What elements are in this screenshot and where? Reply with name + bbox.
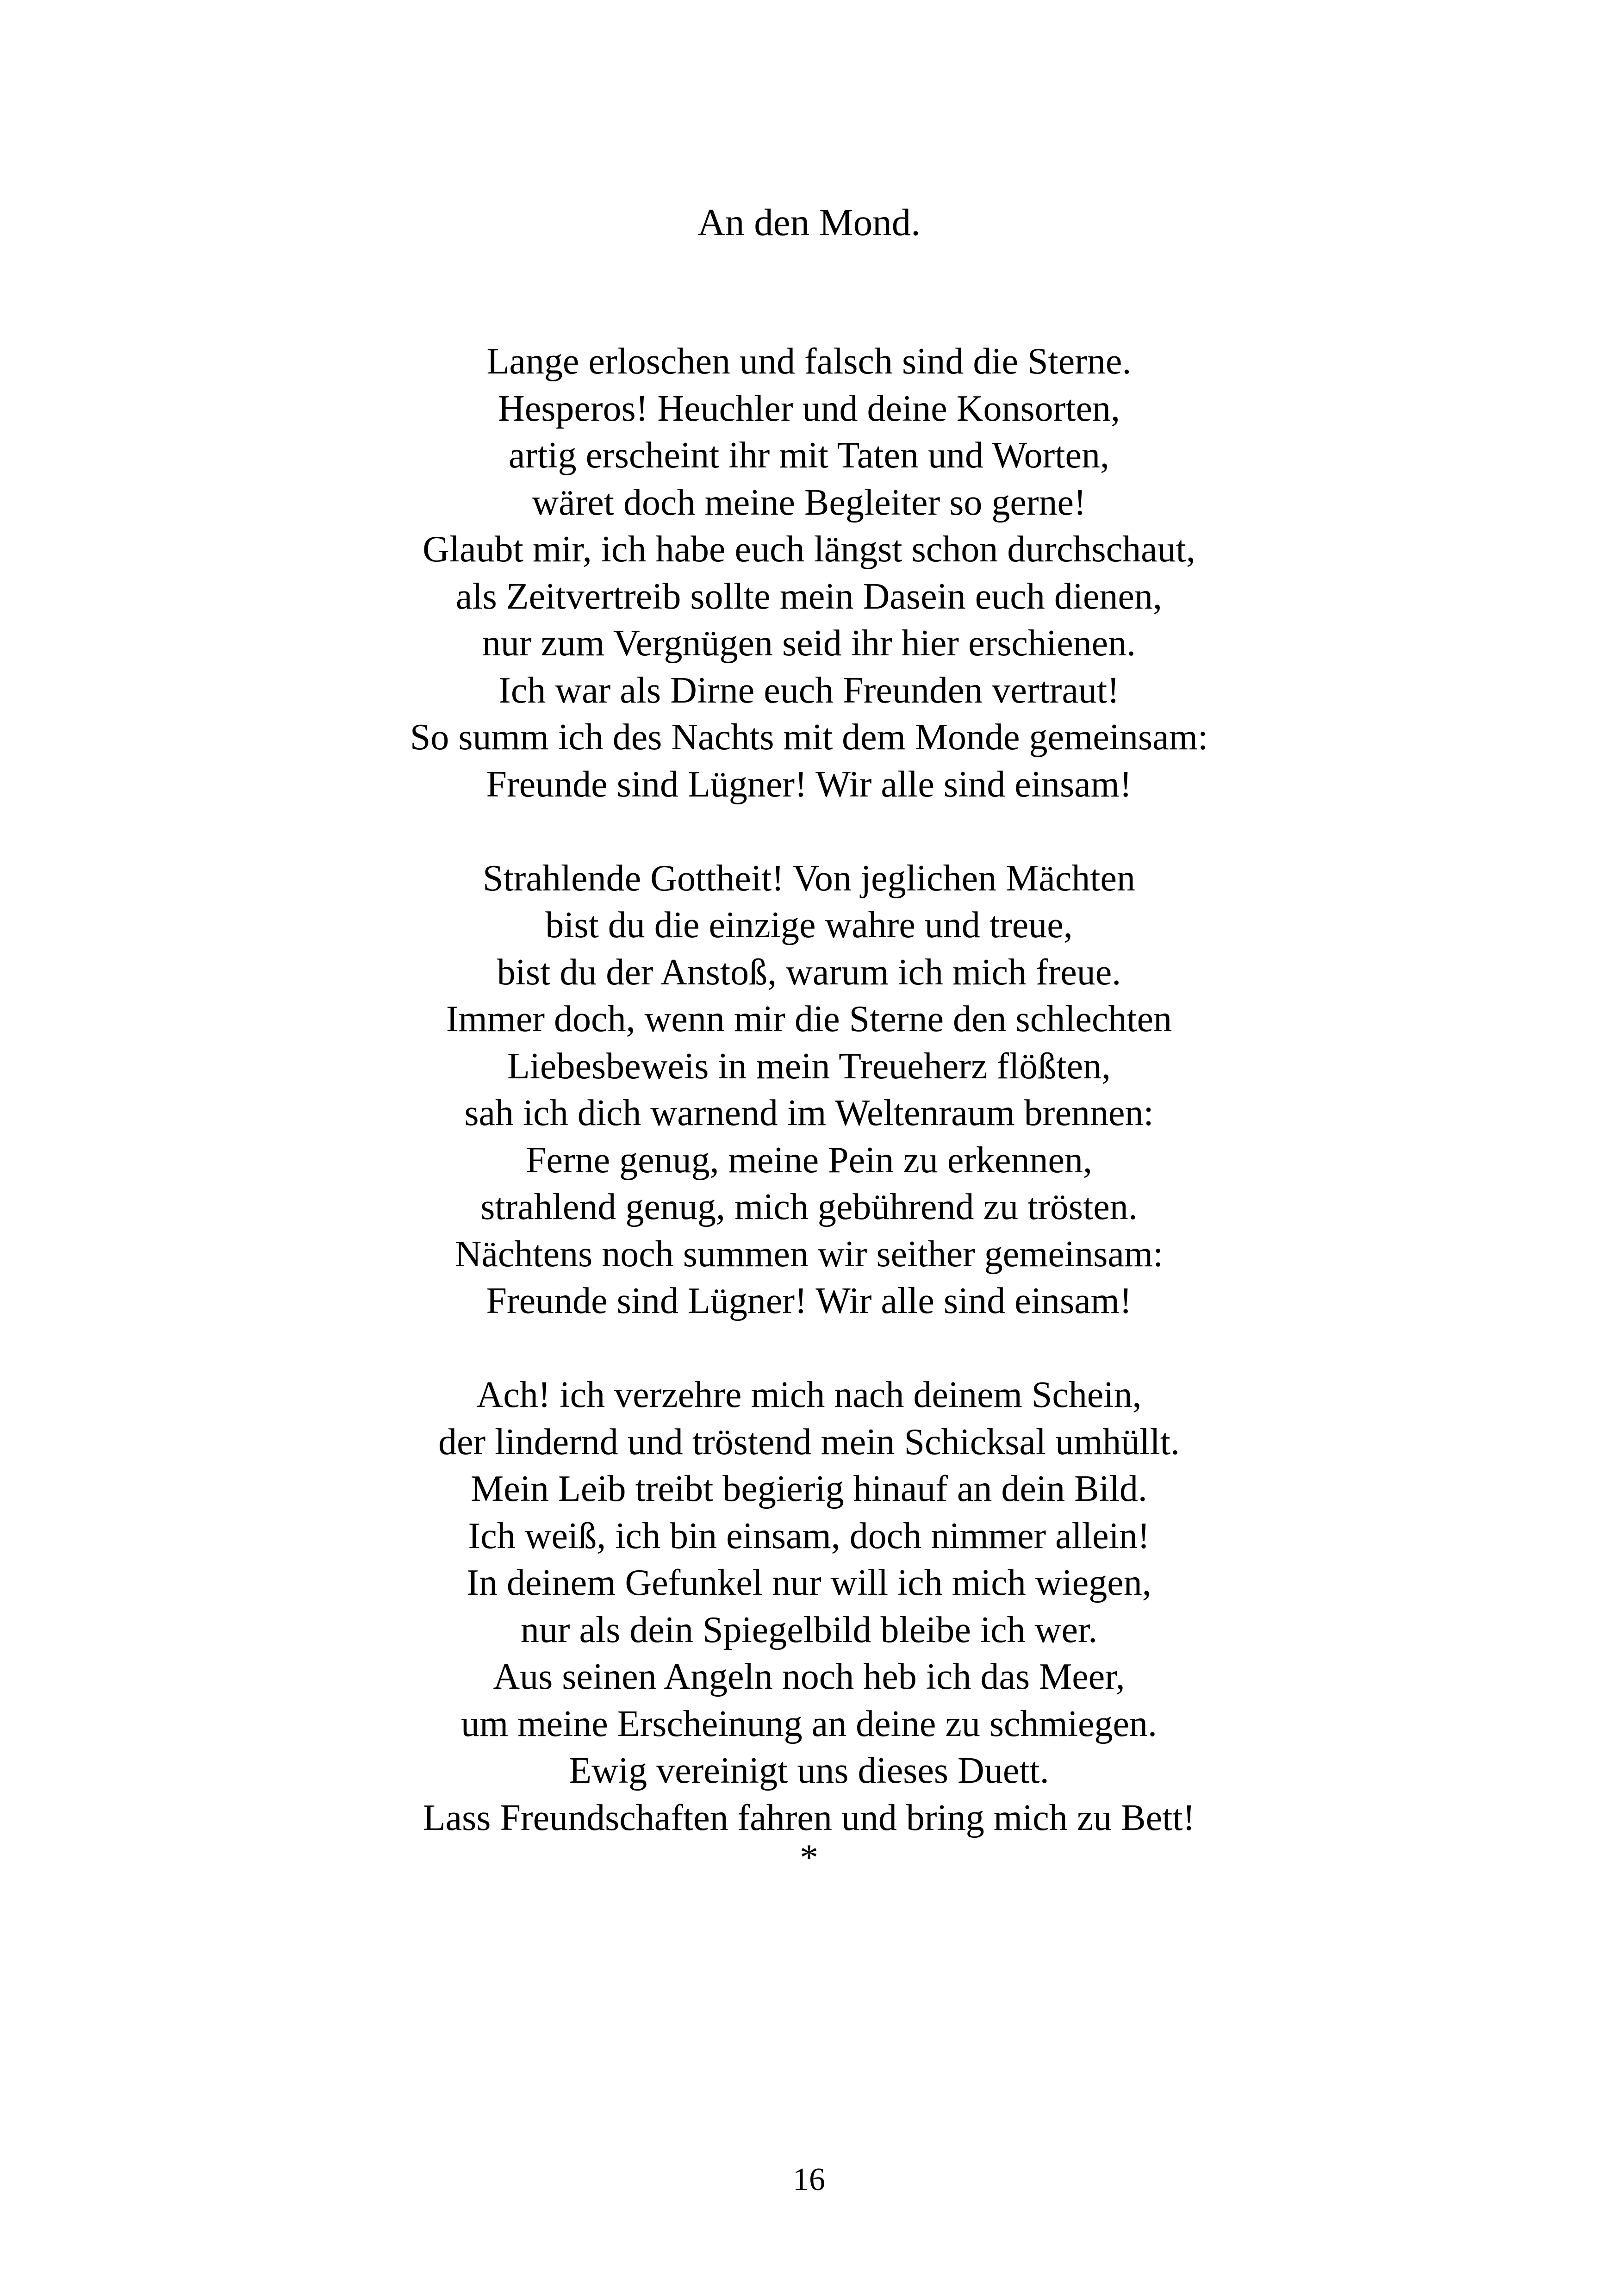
poem-line: wäret doch meine Begleiter so gerne! <box>532 482 1086 523</box>
poem-title: An den Mond. <box>697 201 921 243</box>
page-number: 16 <box>793 2162 825 2197</box>
end-asterisk: * <box>800 1837 818 1878</box>
poem-line: Freunde sind Lügner! Wir alle sind einsam! <box>486 1281 1132 1321</box>
poem-line: nur als dein Spiegelbild bleibe ich wer. <box>520 1609 1098 1650</box>
poem-line: als Zeitvertreib sollte mein Dasein euch dienen, <box>455 576 1163 617</box>
poem-body <box>0 338 1618 1878</box>
stanza-2 <box>0 855 1618 1325</box>
poem-line: Aus seinen Angeln noch heb ich das Meer, <box>493 1656 1125 1697</box>
poem-line: Freunde sind Lügner! Wir alle sind einsam! <box>486 764 1132 805</box>
poem-line: um meine Erscheinung an deine zu schmiegen. <box>461 1703 1157 1744</box>
poem-line: In deinem Gefunkel nur will ich mich wiegen, <box>467 1562 1151 1603</box>
poem-line: artig erscheint ihr mit Taten und Worten, <box>508 435 1109 476</box>
poem-line: nur zum Vergnügen seid ihr hier erschienen. <box>482 623 1136 664</box>
poem-line: Glaubt mir, ich habe euch längst schon durchschaut, <box>423 529 1195 570</box>
poem-line: Mein Leib treibt begierig hinauf an dein Bild. <box>471 1468 1147 1509</box>
stanza-3 <box>0 1372 1618 1878</box>
poem-line: Nächtens noch summen wir seither gemeinsam: <box>454 1233 1164 1275</box>
poem-line: Lange erloschen und falsch sind die Sterne. <box>486 341 1132 382</box>
stanza-1 <box>0 338 1618 808</box>
poem-line: So summ ich des Nachts mit dem Monde gemeinsam: <box>410 717 1208 758</box>
poem-line: der lindernd und tröstend mein Schicksal umhüllt. <box>438 1421 1180 1462</box>
poem-line: bist du der Anstoß, warum ich mich freue. <box>497 952 1121 993</box>
poem-line: bist du die einzige wahre und treue, <box>545 905 1073 946</box>
poem-line: Ferne genug, meine Pein zu erkennen, <box>525 1139 1093 1181</box>
poem-line: Hesperos! Heuchler und deine Konsorten, <box>498 388 1120 429</box>
poem-line: strahlend genug, mich gebührend zu trösten. <box>480 1187 1138 1227</box>
poem-line: Ich weiß, ich bin einsam, doch nimmer allein! <box>468 1515 1150 1556</box>
poem-line: Ach! ich verzehre mich nach deinem Schein, <box>476 1375 1142 1415</box>
poem-line: Ewig vereinigt uns dieses Duett. <box>569 1750 1049 1791</box>
poem-line: Strahlende Gottheit! Von jeglichen Mächten <box>482 858 1136 899</box>
poem-line: sah ich dich warnend im Weltenraum brennen: <box>464 1093 1154 1133</box>
poem-line: Immer doch, wenn mir die Sterne den schlechten <box>446 999 1172 1039</box>
poem-line: Lass Freundschaften fahren und bring mich zu Bett! <box>423 1797 1195 1838</box>
poem-line: Ich war als Dirne euch Freunden vertraut! <box>498 670 1120 711</box>
poem-line: Liebesbeweis in mein Treueherz flößten, <box>507 1045 1111 1087</box>
